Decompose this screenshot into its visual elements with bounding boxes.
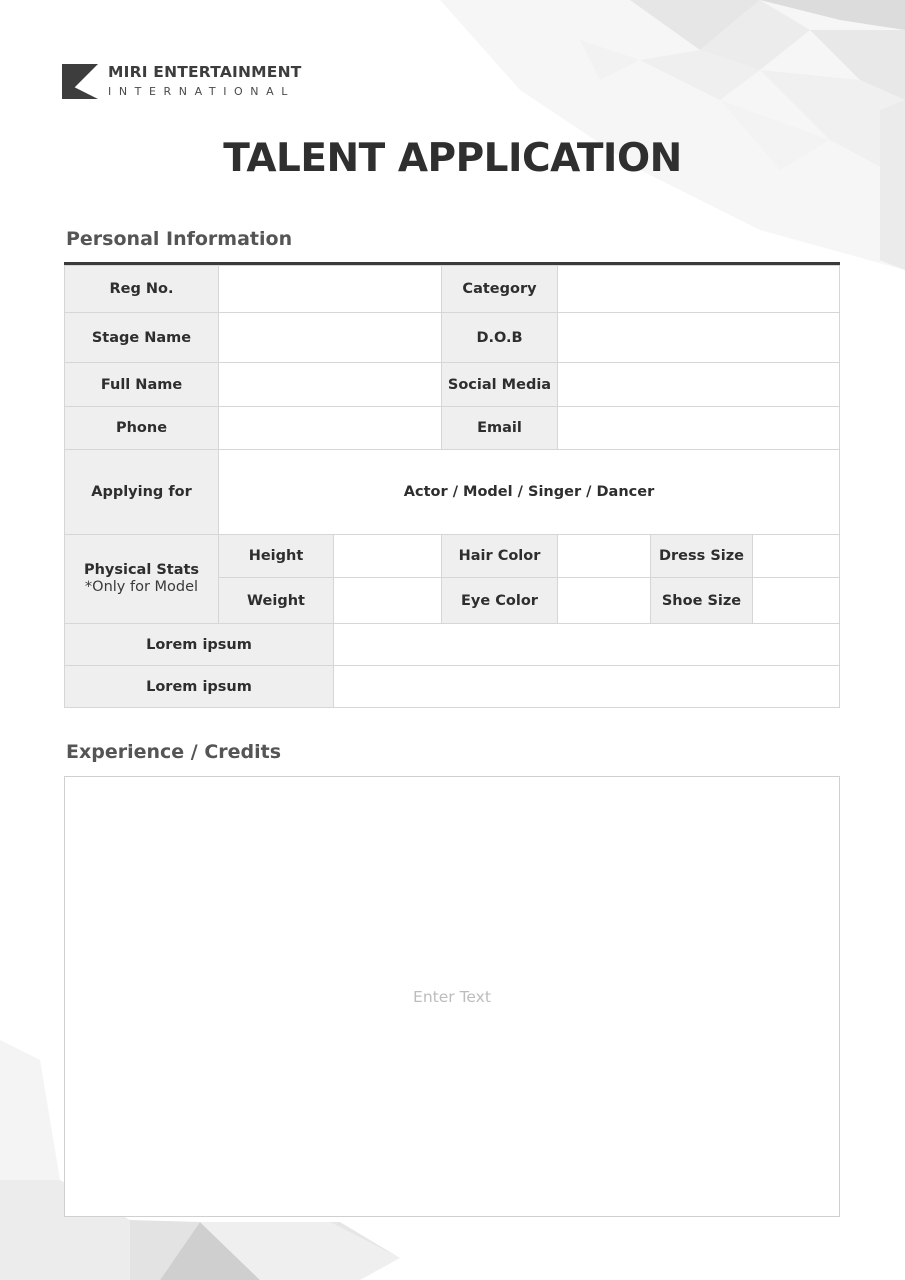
personal-information-form <box>64 262 840 707</box>
full-name-field[interactable] <box>218 362 442 407</box>
brand-logo <box>62 64 302 99</box>
phone-field[interactable] <box>218 406 442 450</box>
label-lorem-ipsum-2: Lorem ipsum <box>64 665 334 708</box>
shoe-size-field[interactable] <box>752 577 840 624</box>
weight-field[interactable] <box>333 577 442 624</box>
label-dress-size: Dress Size <box>650 534 753 578</box>
label-weight: Weight <box>218 577 334 624</box>
section-heading-experience-credits: Experience / Credits <box>66 741 282 763</box>
label-social-media: Social Media <box>441 362 558 407</box>
lorem-ipsum-field-2[interactable] <box>333 665 840 708</box>
eye-color-field[interactable] <box>557 577 651 624</box>
physical-stats-note: *Only for Model <box>84 579 199 595</box>
label-physical-stats <box>64 534 219 624</box>
experience-credits-textarea[interactable] <box>64 776 840 1217</box>
social-media-field[interactable] <box>557 362 840 407</box>
label-category: Category <box>441 265 558 313</box>
applying-for-field[interactable]: Actor / Model / Singer / Dancer <box>218 449 840 535</box>
brand-subtitle: INTERNATIONAL <box>108 85 295 98</box>
page-title: TALENT APPLICATION <box>223 136 682 181</box>
label-shoe-size: Shoe Size <box>650 577 753 624</box>
label-dob: D.O.B <box>441 312 558 363</box>
dob-field[interactable] <box>557 312 840 363</box>
email-field[interactable] <box>557 406 840 450</box>
label-hair-color: Hair Color <box>441 534 558 578</box>
label-reg-no: Reg No. <box>64 265 219 313</box>
height-field[interactable] <box>333 534 442 578</box>
label-phone: Phone <box>64 406 219 450</box>
label-eye-color: Eye Color <box>441 577 558 624</box>
lorem-ipsum-field-1[interactable] <box>333 623 840 666</box>
label-height: Height <box>218 534 334 578</box>
physical-stats-title: Physical Stats <box>83 562 200 578</box>
category-field[interactable] <box>557 265 840 313</box>
stage-name-field[interactable] <box>218 312 442 363</box>
label-lorem-ipsum-1: Lorem ipsum <box>64 623 334 666</box>
dress-size-field[interactable] <box>752 534 840 578</box>
experience-placeholder: Enter Text <box>413 987 491 1006</box>
hair-color-field[interactable] <box>557 534 651 578</box>
label-applying-for: Applying for <box>64 449 219 535</box>
label-email: Email <box>441 406 558 450</box>
label-stage-name: Stage Name <box>64 312 219 363</box>
label-full-name: Full Name <box>64 362 219 407</box>
reg-no-field[interactable] <box>218 265 442 313</box>
brand-name: MIRI ENTERTAINMENT <box>108 63 302 81</box>
k-logo-icon <box>62 64 98 99</box>
section-heading-personal-information: Personal Information <box>66 228 293 250</box>
